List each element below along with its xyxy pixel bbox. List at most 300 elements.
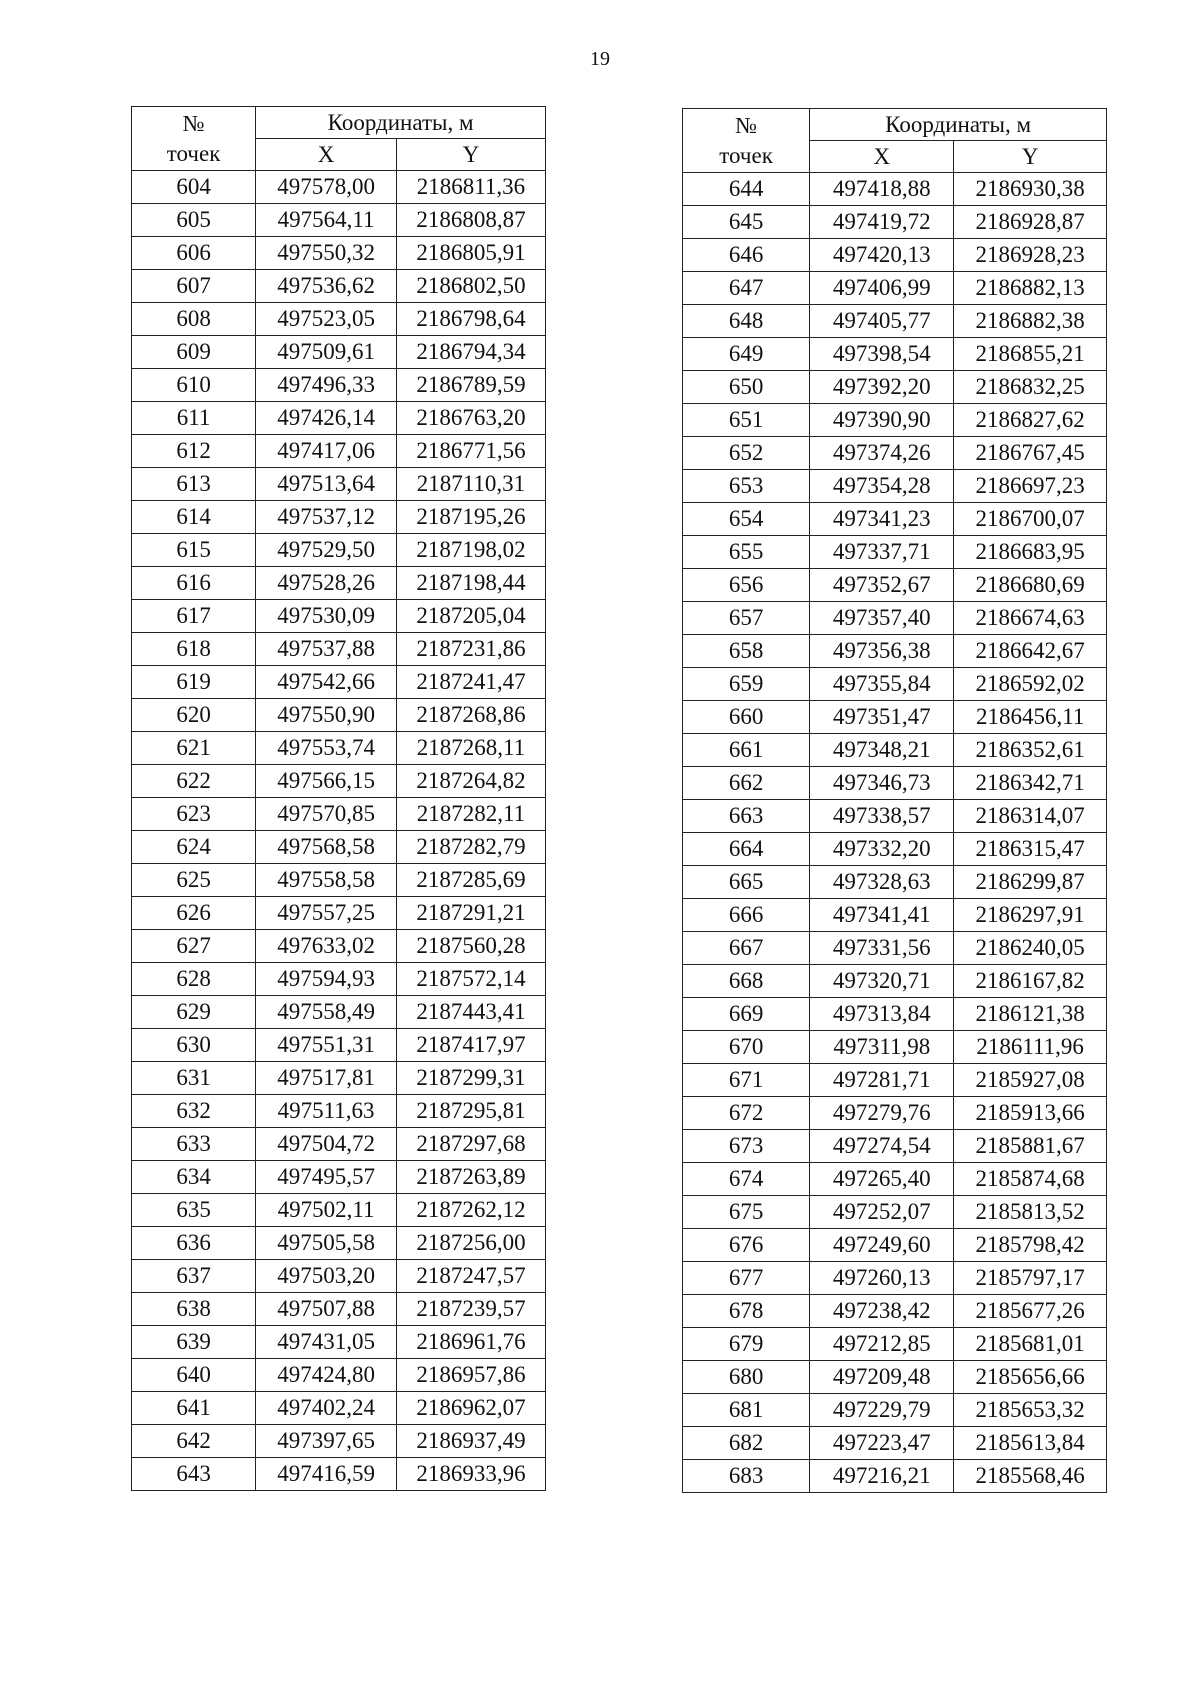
point-number-cell: 630: [132, 1029, 256, 1062]
point-number-cell: 606: [132, 237, 256, 270]
y-coordinate-cell: 2187282,11: [396, 798, 545, 831]
y-coordinate-cell: 2187262,12: [396, 1194, 545, 1227]
y-coordinate-cell: 2185797,17: [954, 1262, 1107, 1295]
point-number-cell: 672: [683, 1097, 810, 1130]
table-row: [132, 270, 546, 303]
table-row: [132, 336, 546, 369]
point-number-cell: 629: [132, 996, 256, 1029]
x-coordinate-cell: 497265,40: [810, 1163, 954, 1196]
x-coordinate-cell: 497424,80: [256, 1359, 397, 1392]
x-coordinate-cell: 497354,28: [810, 470, 954, 503]
table-row: [683, 800, 1107, 833]
x-coordinate-cell: 497594,93: [256, 963, 397, 996]
table-row: [683, 1163, 1107, 1196]
x-coordinate-cell: 497528,26: [256, 567, 397, 600]
y-coordinate-cell: 2187268,86: [396, 699, 545, 732]
table-row: [132, 600, 546, 633]
x-coordinate-cell: 497529,50: [256, 534, 397, 567]
y-coordinate-cell: 2187443,41: [396, 996, 545, 1029]
y-coordinate-cell: 2186592,02: [954, 668, 1107, 701]
table-row: [132, 633, 546, 666]
table-row: [132, 831, 546, 864]
x-coordinate-cell: 497402,24: [256, 1392, 397, 1425]
table-row: [132, 237, 546, 270]
point-number-cell: 665: [683, 866, 810, 899]
table-row: [683, 668, 1107, 701]
table-row: [683, 272, 1107, 305]
point-number-cell: 622: [132, 765, 256, 798]
table-row: [683, 899, 1107, 932]
y-coordinate-cell: 2185613,84: [954, 1427, 1107, 1460]
table-row: [683, 833, 1107, 866]
x-coordinate-cell: 497313,84: [810, 998, 954, 1031]
table-row: [132, 1425, 546, 1458]
x-coordinate-cell: 497551,31: [256, 1029, 397, 1062]
point-number-cell: 652: [683, 437, 810, 470]
x-coordinate-cell: 497352,67: [810, 569, 954, 602]
y-coordinate-cell: 2186961,76: [396, 1326, 545, 1359]
x-column-header: X: [256, 139, 397, 171]
point-number-cell: 636: [132, 1227, 256, 1260]
table-row: [132, 435, 546, 468]
y-coordinate-cell: 2186957,86: [396, 1359, 545, 1392]
x-coordinate-cell: 497397,65: [256, 1425, 397, 1458]
point-number-cell: 610: [132, 369, 256, 402]
table-row: [683, 1394, 1107, 1427]
y-coordinate-cell: 2187195,26: [396, 501, 545, 534]
x-coordinate-cell: 497406,99: [810, 272, 954, 305]
x-coordinate-cell: 497332,20: [810, 833, 954, 866]
point-number-cell: 645: [683, 206, 810, 239]
point-number-cell: 678: [683, 1295, 810, 1328]
x-coordinate-cell: 497530,09: [256, 600, 397, 633]
point-number-cell: 620: [132, 699, 256, 732]
y-coordinate-cell: 2186827,62: [954, 404, 1107, 437]
x-coordinate-cell: 497390,90: [810, 404, 954, 437]
y-coordinate-cell: 2185927,08: [954, 1064, 1107, 1097]
point-number-cell: 680: [683, 1361, 810, 1394]
point-number-cell: 611: [132, 402, 256, 435]
x-coordinate-cell: 497523,05: [256, 303, 397, 336]
table-row: [132, 1128, 546, 1161]
coordinates-table-right: [682, 108, 1107, 1493]
table-row: [132, 930, 546, 963]
table-row: [683, 866, 1107, 899]
x-coordinate-cell: 497405,77: [810, 305, 954, 338]
x-coordinate-cell: 497281,71: [810, 1064, 954, 1097]
x-coordinate-cell: 497260,13: [810, 1262, 954, 1295]
points-label: точек: [719, 142, 773, 168]
y-coordinate-cell: 2186937,49: [396, 1425, 545, 1458]
table-row: [683, 998, 1107, 1031]
point-number-cell: 668: [683, 965, 810, 998]
table-row: [683, 305, 1107, 338]
y-coordinate-cell: 2185798,42: [954, 1229, 1107, 1262]
y-coordinate-cell: 2186683,95: [954, 536, 1107, 569]
x-coordinate-cell: 497496,33: [256, 369, 397, 402]
point-number-cell: 669: [683, 998, 810, 1031]
table-row: [683, 635, 1107, 668]
table-row: [132, 1062, 546, 1095]
x-coordinate-cell: 497558,49: [256, 996, 397, 1029]
table-row: [683, 173, 1107, 206]
x-coordinate-cell: 497550,90: [256, 699, 397, 732]
point-number-cell: 662: [683, 767, 810, 800]
y-coordinate-cell: 2187560,28: [396, 930, 545, 963]
table-body: [683, 173, 1107, 1493]
x-coordinate-cell: 497420,13: [810, 239, 954, 272]
table-row: [132, 699, 546, 732]
point-number-cell: 607: [132, 270, 256, 303]
x-coordinate-cell: 497550,32: [256, 237, 397, 270]
table-row: [683, 404, 1107, 437]
x-coordinate-cell: 497536,62: [256, 270, 397, 303]
x-coordinate-cell: 497416,59: [256, 1458, 397, 1491]
x-coordinate-cell: 497212,85: [810, 1328, 954, 1361]
table-row: [683, 1196, 1107, 1229]
y-coordinate-cell: 2186700,07: [954, 503, 1107, 536]
x-coordinate-cell: 497507,88: [256, 1293, 397, 1326]
y-coordinate-cell: 2185874,68: [954, 1163, 1107, 1196]
table-row: [132, 864, 546, 897]
point-number-cell: 637: [132, 1260, 256, 1293]
table-row: [683, 536, 1107, 569]
y-coordinate-cell: 2187291,21: [396, 897, 545, 930]
table-row: [683, 602, 1107, 635]
y-coordinate-cell: 2185568,46: [954, 1460, 1107, 1493]
page-number: 19: [590, 48, 610, 70]
y-coordinate-cell: 2186121,38: [954, 998, 1107, 1031]
coordinates-table-left: [131, 106, 546, 1491]
x-coordinate-cell: 497513,64: [256, 468, 397, 501]
table-row: [132, 1260, 546, 1293]
y-coordinate-cell: 2185656,66: [954, 1361, 1107, 1394]
point-number-cell: 631: [132, 1062, 256, 1095]
y-coordinate-cell: 2187205,04: [396, 600, 545, 633]
point-number-cell: 648: [683, 305, 810, 338]
table-row: [683, 1130, 1107, 1163]
point-number-header: [683, 109, 810, 173]
y-coordinate-cell: 2187285,69: [396, 864, 545, 897]
point-number-cell: 615: [132, 534, 256, 567]
table-row: [132, 402, 546, 435]
table-row: [683, 503, 1107, 536]
x-coordinate-cell: 497374,26: [810, 437, 954, 470]
x-coordinate-cell: 497503,20: [256, 1260, 397, 1293]
point-number-cell: 621: [132, 732, 256, 765]
table-row: [683, 1064, 1107, 1097]
x-coordinate-cell: 497505,58: [256, 1227, 397, 1260]
table-row: [132, 1161, 546, 1194]
table-row: [683, 701, 1107, 734]
table-row: [683, 1097, 1107, 1130]
y-coordinate-cell: 2186771,56: [396, 435, 545, 468]
x-coordinate-cell: 497356,38: [810, 635, 954, 668]
x-column-header: X: [810, 141, 954, 173]
x-coordinate-cell: 497426,14: [256, 402, 397, 435]
y-coordinate-cell: 2186314,07: [954, 800, 1107, 833]
x-coordinate-cell: 497558,58: [256, 864, 397, 897]
x-coordinate-cell: 497331,56: [810, 932, 954, 965]
x-coordinate-cell: 497398,54: [810, 338, 954, 371]
table-row: [132, 1194, 546, 1227]
point-number-cell: 671: [683, 1064, 810, 1097]
table-row: [132, 303, 546, 336]
point-number-cell: 619: [132, 666, 256, 699]
x-coordinate-cell: 497504,72: [256, 1128, 397, 1161]
x-coordinate-cell: 497570,85: [256, 798, 397, 831]
table-row: [132, 666, 546, 699]
table-row: [132, 534, 546, 567]
x-coordinate-cell: 497431,05: [256, 1326, 397, 1359]
x-coordinate-cell: 497417,06: [256, 435, 397, 468]
y-coordinate-cell: 2186680,69: [954, 569, 1107, 602]
x-coordinate-cell: 497279,76: [810, 1097, 954, 1130]
table-row: [132, 501, 546, 534]
point-number-cell: 673: [683, 1130, 810, 1163]
table-row: [683, 206, 1107, 239]
point-number-cell: 657: [683, 602, 810, 635]
y-coordinate-cell: 2187295,81: [396, 1095, 545, 1128]
point-number-cell: 643: [132, 1458, 256, 1491]
x-coordinate-cell: 497495,57: [256, 1161, 397, 1194]
table-row: [683, 932, 1107, 965]
x-coordinate-cell: 497223,47: [810, 1427, 954, 1460]
point-number-cell: 674: [683, 1163, 810, 1196]
y-coordinate-cell: 2186962,07: [396, 1392, 545, 1425]
table-row: [132, 567, 546, 600]
point-number-cell: 660: [683, 701, 810, 734]
table-row: [683, 1031, 1107, 1064]
point-number-cell: 640: [132, 1359, 256, 1392]
table-row: [683, 470, 1107, 503]
table-row: [132, 765, 546, 798]
x-coordinate-cell: 497274,54: [810, 1130, 954, 1163]
y-coordinate-cell: 2185681,01: [954, 1328, 1107, 1361]
point-number-cell: 679: [683, 1328, 810, 1361]
point-number-cell: 644: [683, 173, 810, 206]
y-coordinate-cell: 2187297,68: [396, 1128, 545, 1161]
point-number-cell: 654: [683, 503, 810, 536]
point-number-cell: 656: [683, 569, 810, 602]
y-coordinate-cell: 2186299,87: [954, 866, 1107, 899]
table-row: [132, 1227, 546, 1260]
point-number-cell: 659: [683, 668, 810, 701]
x-coordinate-cell: 497209,48: [810, 1361, 954, 1394]
table-row: [132, 1326, 546, 1359]
x-coordinate-cell: 497328,63: [810, 866, 954, 899]
point-number-cell: 667: [683, 932, 810, 965]
x-coordinate-cell: 497392,20: [810, 371, 954, 404]
y-coordinate-cell: 2187110,31: [396, 468, 545, 501]
x-coordinate-cell: 497537,88: [256, 633, 397, 666]
point-number-cell: 623: [132, 798, 256, 831]
point-number-cell: 616: [132, 567, 256, 600]
y-coordinate-cell: 2186789,59: [396, 369, 545, 402]
table-row: [683, 239, 1107, 272]
point-number-cell: 639: [132, 1326, 256, 1359]
table-row: [683, 569, 1107, 602]
point-number-cell: 609: [132, 336, 256, 369]
x-coordinate-cell: 497252,07: [810, 1196, 954, 1229]
point-number-cell: 649: [683, 338, 810, 371]
point-number-cell: 613: [132, 468, 256, 501]
y-coordinate-cell: 2186811,36: [396, 171, 545, 204]
y-coordinate-cell: 2187417,97: [396, 1029, 545, 1062]
x-coordinate-cell: 497418,88: [810, 173, 954, 206]
y-coordinate-cell: 2186297,91: [954, 899, 1107, 932]
coordinates-header: Координаты, м: [256, 107, 546, 139]
point-number-cell: 677: [683, 1262, 810, 1295]
x-coordinate-cell: 497509,61: [256, 336, 397, 369]
y-coordinate-cell: 2187247,57: [396, 1260, 545, 1293]
y-coordinate-cell: 2186642,67: [954, 635, 1107, 668]
table-row: [683, 1229, 1107, 1262]
y-coordinate-cell: 2186805,91: [396, 237, 545, 270]
y-coordinate-cell: 2186342,71: [954, 767, 1107, 800]
table-row: [132, 1293, 546, 1326]
table-row: [132, 171, 546, 204]
number-sign: №: [735, 112, 758, 138]
table-row: [132, 798, 546, 831]
y-coordinate-cell: 2187198,02: [396, 534, 545, 567]
points-label: точек: [166, 140, 221, 166]
x-coordinate-cell: 497355,84: [810, 668, 954, 701]
point-number-cell: 614: [132, 501, 256, 534]
x-coordinate-cell: 497341,41: [810, 899, 954, 932]
x-coordinate-cell: 497578,00: [256, 171, 397, 204]
y-coordinate-cell: 2187263,89: [396, 1161, 545, 1194]
y-coordinate-cell: 2186882,38: [954, 305, 1107, 338]
point-number-cell: 664: [683, 833, 810, 866]
table-row: [132, 1029, 546, 1062]
x-coordinate-cell: 497348,21: [810, 734, 954, 767]
table-row: [683, 338, 1107, 371]
table-row: [683, 1361, 1107, 1394]
y-column-header: Y: [396, 139, 545, 171]
y-coordinate-cell: 2187239,57: [396, 1293, 545, 1326]
point-number-cell: 651: [683, 404, 810, 437]
point-number-cell: 676: [683, 1229, 810, 1262]
x-coordinate-cell: 497341,23: [810, 503, 954, 536]
table-row: [132, 204, 546, 237]
y-coordinate-cell: 2186882,13: [954, 272, 1107, 305]
y-coordinate-cell: 2186928,87: [954, 206, 1107, 239]
point-number-cell: 627: [132, 930, 256, 963]
point-number-cell: 655: [683, 536, 810, 569]
y-coordinate-cell: 2186240,05: [954, 932, 1107, 965]
point-number-cell: 642: [132, 1425, 256, 1458]
table-row: [132, 1095, 546, 1128]
x-coordinate-cell: 497537,12: [256, 501, 397, 534]
y-coordinate-cell: 2185881,67: [954, 1130, 1107, 1163]
x-coordinate-cell: 497542,66: [256, 666, 397, 699]
point-number-cell: 633: [132, 1128, 256, 1161]
point-number-cell: 650: [683, 371, 810, 404]
y-coordinate-cell: 2186794,34: [396, 336, 545, 369]
x-coordinate-cell: 497311,98: [810, 1031, 954, 1064]
y-coordinate-cell: 2185813,52: [954, 1196, 1107, 1229]
table-row: [132, 1359, 546, 1392]
x-coordinate-cell: 497511,63: [256, 1095, 397, 1128]
table-body: [132, 171, 546, 1491]
y-coordinate-cell: 2186928,23: [954, 239, 1107, 272]
point-number-cell: 666: [683, 899, 810, 932]
x-coordinate-cell: 497564,11: [256, 204, 397, 237]
x-coordinate-cell: 497357,40: [810, 602, 954, 635]
point-number-cell: 658: [683, 635, 810, 668]
point-number-cell: 635: [132, 1194, 256, 1227]
y-coordinate-cell: 2186802,50: [396, 270, 545, 303]
point-number-cell: 634: [132, 1161, 256, 1194]
point-number-header: [132, 107, 256, 171]
x-coordinate-cell: 497568,58: [256, 831, 397, 864]
table-row: [683, 965, 1107, 998]
y-coordinate-cell: 2186456,11: [954, 701, 1107, 734]
y-coordinate-cell: 2186832,25: [954, 371, 1107, 404]
table-row: [132, 897, 546, 930]
x-coordinate-cell: 497337,71: [810, 536, 954, 569]
y-column-header: Y: [954, 141, 1107, 173]
x-coordinate-cell: 497338,57: [810, 800, 954, 833]
y-coordinate-cell: 2187198,44: [396, 567, 545, 600]
y-coordinate-cell: 2186798,64: [396, 303, 545, 336]
x-coordinate-cell: 497419,72: [810, 206, 954, 239]
x-coordinate-cell: 497238,42: [810, 1295, 954, 1328]
y-coordinate-cell: 2187268,11: [396, 732, 545, 765]
point-number-cell: 626: [132, 897, 256, 930]
y-coordinate-cell: 2187256,00: [396, 1227, 545, 1260]
table-row: [132, 996, 546, 1029]
number-sign: №: [182, 110, 205, 136]
y-coordinate-cell: 2186767,45: [954, 437, 1107, 470]
point-number-cell: 661: [683, 734, 810, 767]
coordinates-header: Координаты, м: [810, 109, 1107, 141]
y-coordinate-cell: 2185653,32: [954, 1394, 1107, 1427]
y-coordinate-cell: 2186855,21: [954, 338, 1107, 371]
y-coordinate-cell: 2186315,47: [954, 833, 1107, 866]
table-row: [683, 1262, 1107, 1295]
table-row: [132, 468, 546, 501]
table-row: [683, 437, 1107, 470]
table-row: [683, 371, 1107, 404]
point-number-cell: 646: [683, 239, 810, 272]
x-coordinate-cell: 497633,02: [256, 930, 397, 963]
y-coordinate-cell: 2186808,87: [396, 204, 545, 237]
y-coordinate-cell: 2186933,96: [396, 1458, 545, 1491]
y-coordinate-cell: 2187282,79: [396, 831, 545, 864]
table-row: [683, 767, 1107, 800]
x-coordinate-cell: 497502,11: [256, 1194, 397, 1227]
y-coordinate-cell: 2186111,96: [954, 1031, 1107, 1064]
table-row: [683, 1328, 1107, 1361]
point-number-cell: 612: [132, 435, 256, 468]
table-row: [132, 963, 546, 996]
y-coordinate-cell: 2185913,66: [954, 1097, 1107, 1130]
point-number-cell: 625: [132, 864, 256, 897]
table-row: [683, 734, 1107, 767]
point-number-cell: 675: [683, 1196, 810, 1229]
y-coordinate-cell: 2185677,26: [954, 1295, 1107, 1328]
point-number-cell: 681: [683, 1394, 810, 1427]
point-number-cell: 682: [683, 1427, 810, 1460]
x-coordinate-cell: 497249,60: [810, 1229, 954, 1262]
y-coordinate-cell: 2187299,31: [396, 1062, 545, 1095]
x-coordinate-cell: 497229,79: [810, 1394, 954, 1427]
x-coordinate-cell: 497346,73: [810, 767, 954, 800]
table-row: [132, 1458, 546, 1491]
y-coordinate-cell: 2186763,20: [396, 402, 545, 435]
